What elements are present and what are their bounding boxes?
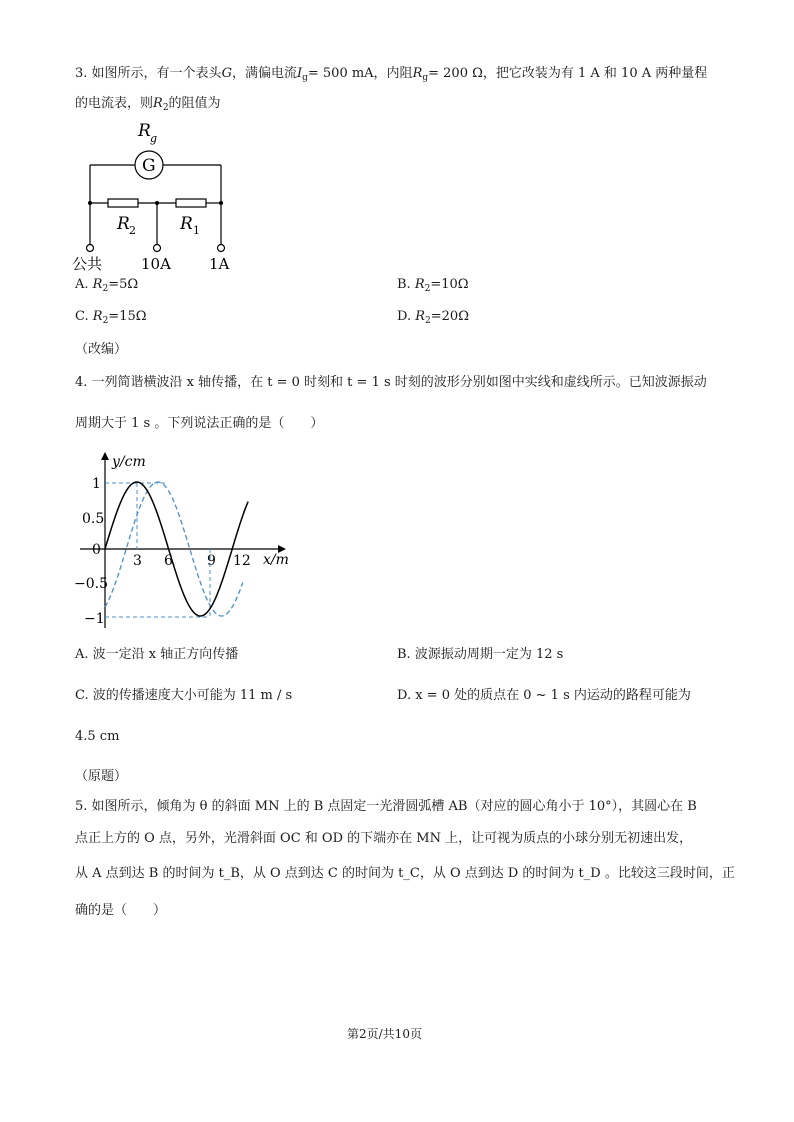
- q3-number: 3.: [75, 66, 88, 81]
- q5-line-1: 5. 如图所示，倾角为 θ 的斜面 MN 上的 B 点固定一光滑圆弧槽 AB（对应的圆心角小于 10°），其圆心在 B: [75, 799, 697, 814]
- x-axis-label: x/m: [263, 552, 289, 568]
- circuit-label-r1-sub: 1: [193, 224, 200, 237]
- q4-wave-graph: [60, 448, 300, 638]
- q3-source-note: （改编）: [75, 342, 128, 357]
- q4-option-a: A. 波一定沿 x 轴正方向传播: [75, 647, 239, 662]
- resistor-r1-symbol: [176, 199, 206, 207]
- y-tick-minus-0-5: −0.5: [74, 576, 108, 592]
- q4-line-2: 周期大于 1 s 。下列说法正确的是（ ）: [75, 416, 324, 431]
- q4-option-d-continued: 4.5 cm: [75, 729, 120, 744]
- y-tick-0-5: 0.5: [82, 511, 105, 527]
- circuit-label-r1: R: [180, 214, 193, 234]
- q3-circuit-diagram: [60, 118, 260, 276]
- q4-line-1: 4. 一列简谐横波沿 x 轴传播，在 t = 0 时刻和 t = 1 s 时刻的波形分别如图中实线和虚线所示。已知波源振动: [75, 375, 707, 390]
- circuit-label-rg: R: [138, 121, 151, 141]
- x-tick-6: 6: [164, 553, 173, 569]
- q5-line-3: 从 A 点到达 B 的时间为 t_B，从 O 点到达 C 的时间为 t_C，从 O 点到达 D 的时间为 t_D 。比较这三段时间，正: [75, 866, 735, 881]
- x-tick-12: 12: [233, 553, 251, 569]
- resistor-r2-symbol: [108, 199, 138, 207]
- terminal-common: [87, 245, 94, 252]
- page-footer: 第2页/共10页: [347, 1027, 422, 1041]
- y-tick-1: 1: [92, 476, 101, 492]
- q3-option-d: D. $R_2=20\Omega$: [397, 309, 469, 326]
- q5-line-4: 确的是（ ）: [75, 903, 167, 918]
- y-tick-minus-1: −1: [84, 611, 105, 627]
- circuit-label-g: G: [142, 156, 156, 176]
- terminal-1a: [218, 245, 225, 252]
- q5-line-2: 点正上方的 O 点，另外，光滑斜面 OC 和 OD 的下端亦在 MN 上，让可视为质点的小球分别无初速出发，: [75, 831, 693, 846]
- x-tick-3: 3: [133, 553, 142, 569]
- q3-line-2: 的电流表，则$R_2$的阻值为: [75, 96, 221, 113]
- circuit-label-r2-sub: 2: [129, 224, 136, 237]
- q4-option-c: C. 波的传播速度大小可能为 11 m / s: [75, 688, 293, 703]
- q4-option-b: B. 波源振动周期一定为 12 s: [397, 647, 564, 662]
- terminal-10a: [154, 245, 161, 252]
- y-tick-0: 0: [92, 542, 101, 558]
- q3-line-1: 3. 如图所示，有一个表头G，满偏电流$I_g= 500$ mA，内阻$R_g= 200$ Ω，把它改装为有 1 A 和 10 A 两种量程: [75, 66, 708, 83]
- y-axis-label: y/cm: [112, 454, 146, 470]
- x-tick-9: 9: [207, 553, 216, 569]
- q3-option-c: C. $R_2=15\Omega$: [75, 309, 147, 326]
- q3-option-b: B. $R_2=10\Omega$: [397, 277, 469, 294]
- q3-option-a: A. $R_2=5\Omega$: [75, 277, 139, 294]
- circuit-label-r2: R: [117, 214, 130, 234]
- q4-source-note: （原题）: [75, 769, 128, 784]
- terminal-label-10a: 10A: [141, 255, 171, 273]
- terminal-label-1a: 1A: [209, 255, 230, 273]
- terminal-label-common: 公共: [72, 255, 103, 273]
- q4-option-d: D. x = 0 处的质点在 0 ~ 1 s 内运动的路程可能为: [397, 688, 691, 703]
- circuit-label-rg-sub: g: [150, 132, 158, 145]
